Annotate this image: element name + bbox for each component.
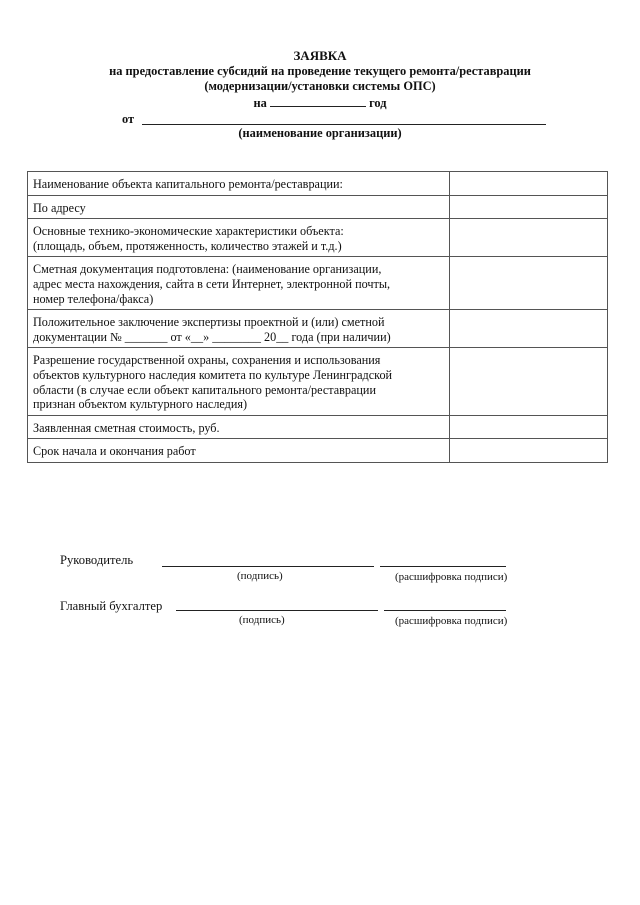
accountant-label: Главный бухгалтер bbox=[60, 599, 163, 613]
table-row bbox=[28, 310, 608, 348]
form-subtitle-line2: (модернизации/установки системы ОПС) bbox=[204, 79, 436, 93]
table-row bbox=[28, 219, 608, 257]
year-suffix: год bbox=[369, 96, 387, 110]
year-prefix: на bbox=[253, 96, 267, 110]
row-value-cell[interactable] bbox=[450, 172, 608, 196]
table-row bbox=[28, 195, 608, 219]
row-label-line: Основные технико-экономические характеристики объекта: bbox=[33, 224, 344, 239]
form-title: ЗАЯВКА bbox=[293, 48, 347, 63]
row-label-cell bbox=[28, 219, 450, 257]
row-label-line: Разрешение государственной охраны, сохранения и использования bbox=[33, 353, 381, 368]
year-line bbox=[0, 95, 640, 111]
row-value-cell[interactable] bbox=[450, 310, 608, 348]
accountant-signature-line[interactable] bbox=[176, 610, 378, 611]
organization-caption: (наименование организации) bbox=[238, 126, 402, 140]
row-value-cell[interactable] bbox=[450, 195, 608, 219]
row-label-line: признан объектом культурного наследия) bbox=[33, 397, 248, 412]
row-label-cell bbox=[28, 195, 450, 219]
year-blank[interactable] bbox=[270, 95, 366, 107]
row-label-line: документации № _______ от «__» ________ 20__ года (при наличии) bbox=[33, 329, 391, 344]
head-decode-caption: (расшифровка подписи) bbox=[395, 571, 508, 583]
accountant-decode-line[interactable] bbox=[384, 610, 506, 611]
row-label-line: Положительное заключение экспертизы проектной и (или) сметной bbox=[33, 315, 385, 330]
row-value-cell[interactable] bbox=[450, 348, 608, 415]
row-label-line: Сметная документация подготовлена: (наименование организации, bbox=[33, 262, 382, 277]
row-value-cell[interactable] bbox=[450, 415, 608, 439]
table-row bbox=[28, 348, 608, 415]
row-label-cell bbox=[28, 348, 450, 415]
head-label: Руководитель bbox=[60, 553, 134, 567]
row-label-line: По адресу bbox=[33, 200, 86, 215]
row-value-cell[interactable] bbox=[450, 257, 608, 310]
head-sign-caption: (подпись) bbox=[237, 570, 283, 582]
accountant-decode-caption: (расшифровка подписи) bbox=[395, 615, 508, 627]
from-label: от bbox=[122, 112, 135, 126]
row-label-cell bbox=[28, 257, 450, 310]
row-label-line: Заявленная сметная стоимость, руб. bbox=[33, 420, 220, 435]
row-label-cell bbox=[28, 310, 450, 348]
table-row bbox=[28, 172, 608, 196]
row-label-line: номер телефона/факса) bbox=[33, 291, 154, 306]
row-label-line: адрес места нахождения, сайта в сети Интернет, электронной почты, bbox=[33, 276, 391, 291]
table-row bbox=[28, 439, 608, 463]
row-label-line: области (в случае если объект капитального ремонта/реставрации bbox=[33, 382, 376, 397]
head-decode-line[interactable] bbox=[380, 566, 506, 567]
form-subtitle-line1: на предоставление субсидий на проведение текущего ремонта/реставрации bbox=[109, 64, 531, 78]
row-value-cell[interactable] bbox=[450, 219, 608, 257]
row-label-line: Срок начала и окончания работ bbox=[33, 444, 196, 459]
table-row bbox=[28, 415, 608, 439]
row-label-cell bbox=[28, 439, 450, 463]
head-signature-line[interactable] bbox=[162, 566, 374, 567]
row-label-cell bbox=[28, 415, 450, 439]
application-table bbox=[27, 171, 608, 463]
table-row bbox=[28, 257, 608, 310]
row-value-cell[interactable] bbox=[450, 439, 608, 463]
organization-name-blank[interactable] bbox=[142, 124, 546, 125]
row-label-line: Наименование объекта капитального ремонта/реставрации: bbox=[33, 177, 343, 191]
row-label-line: объектов культурного наследия комитета по культуре Ленинградской bbox=[33, 367, 393, 382]
row-label-cell bbox=[28, 172, 450, 196]
row-label-line: (площадь, объем, протяженность, количество этажей и т.д.) bbox=[33, 238, 342, 253]
accountant-sign-caption: (подпись) bbox=[239, 614, 285, 626]
